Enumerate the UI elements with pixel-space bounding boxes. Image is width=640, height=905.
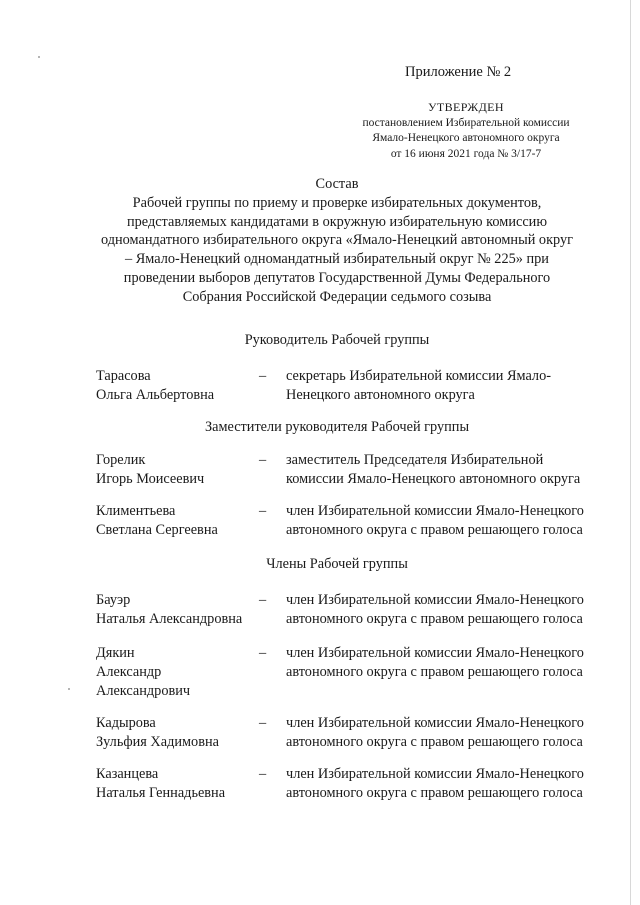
member-dash: – (259, 452, 267, 468)
member-name: Казанцева Наталья Геннадьевна (96, 766, 226, 801)
member-name: Дякин Александр Александрович (96, 645, 191, 699)
title-line: представляемых кандидатами в окружную избирательную комиссию (126, 213, 548, 230)
member-dash: – (259, 766, 267, 782)
approval-line: Ямало-Ненецкого автономного округа (372, 132, 560, 144)
title-line: одномандатного избирательного округа «Ямало-Ненецкий автономный округ (101, 232, 573, 249)
appendix-number: Приложение № 2 (405, 64, 512, 80)
scan-speck (68, 688, 70, 690)
approval-line: постановлением Избирательной комиссии (362, 116, 570, 129)
title-line: Рабочей группы по приему и проверке избирательных документов, (132, 194, 542, 211)
title-line: – Ямало-Ненецкий одномандатный избирательный округ № 225» при (125, 251, 549, 268)
member-role: член Избирательной комиссии Ямало-Ненецкого автономного округа с правом решающего голоса (286, 766, 584, 801)
member-dash: – (259, 645, 267, 661)
title-line: проведении выборов депутатов Государственной Думы Федерального (123, 269, 551, 286)
member-dash: – (259, 368, 267, 384)
member-dash: – (259, 592, 267, 608)
title-line: Состав (315, 176, 359, 192)
member-name: Климентьева Светлана Сергеевна (96, 503, 218, 538)
member-dash: – (259, 503, 267, 519)
section-heading-members: Члены Рабочей группы (266, 556, 408, 572)
member-role: секретарь Избирательной комиссии Ямало- Ненецкого автономного округа (286, 368, 551, 403)
member-role: член Избирательной комиссии Ямало-Ненецкого автономного округа с правом решающего голоса (286, 645, 584, 680)
approved-label: УТВЕРЖДЕН (428, 100, 504, 114)
member-role: заместитель Председателя Избирательной комиссии Ямало-Ненецкого автономного округа (286, 452, 581, 487)
member-dash: – (259, 715, 267, 731)
section-heading-deputies: Заместители руководителя Рабочей группы (204, 419, 470, 435)
member-name: Бауэр Наталья Александровна (96, 592, 243, 627)
member-role: член Избирательной комиссии Ямало-Ненецкого автономного округа с правом решающего голоса (286, 592, 584, 627)
member-name: Горелик Игорь Моисеевич (96, 452, 205, 487)
section-heading-leader: Руководитель Рабочей группы (244, 332, 430, 348)
scan-edge-line (630, 0, 631, 905)
member-role: член Избирательной комиссии Ямало-Ненецкого автономного округа с правом решающего голоса (286, 503, 584, 538)
member-name: Кадырова Зульфия Хадимовна (96, 715, 219, 750)
document-title (80, 175, 594, 307)
approval-stamp-block (330, 100, 602, 162)
scan-speck (38, 56, 40, 58)
member-role: член Избирательной комиссии Ямало-Ненецкого автономного округа с правом решающего голоса (286, 715, 584, 750)
approval-line: от 16 июня 2021 года № 3/17-7 (390, 147, 542, 160)
member-name: Тарасова Ольга Альбертовна (96, 368, 215, 403)
title-line: Собрания Российской Федерации седьмого созыва (182, 288, 492, 305)
